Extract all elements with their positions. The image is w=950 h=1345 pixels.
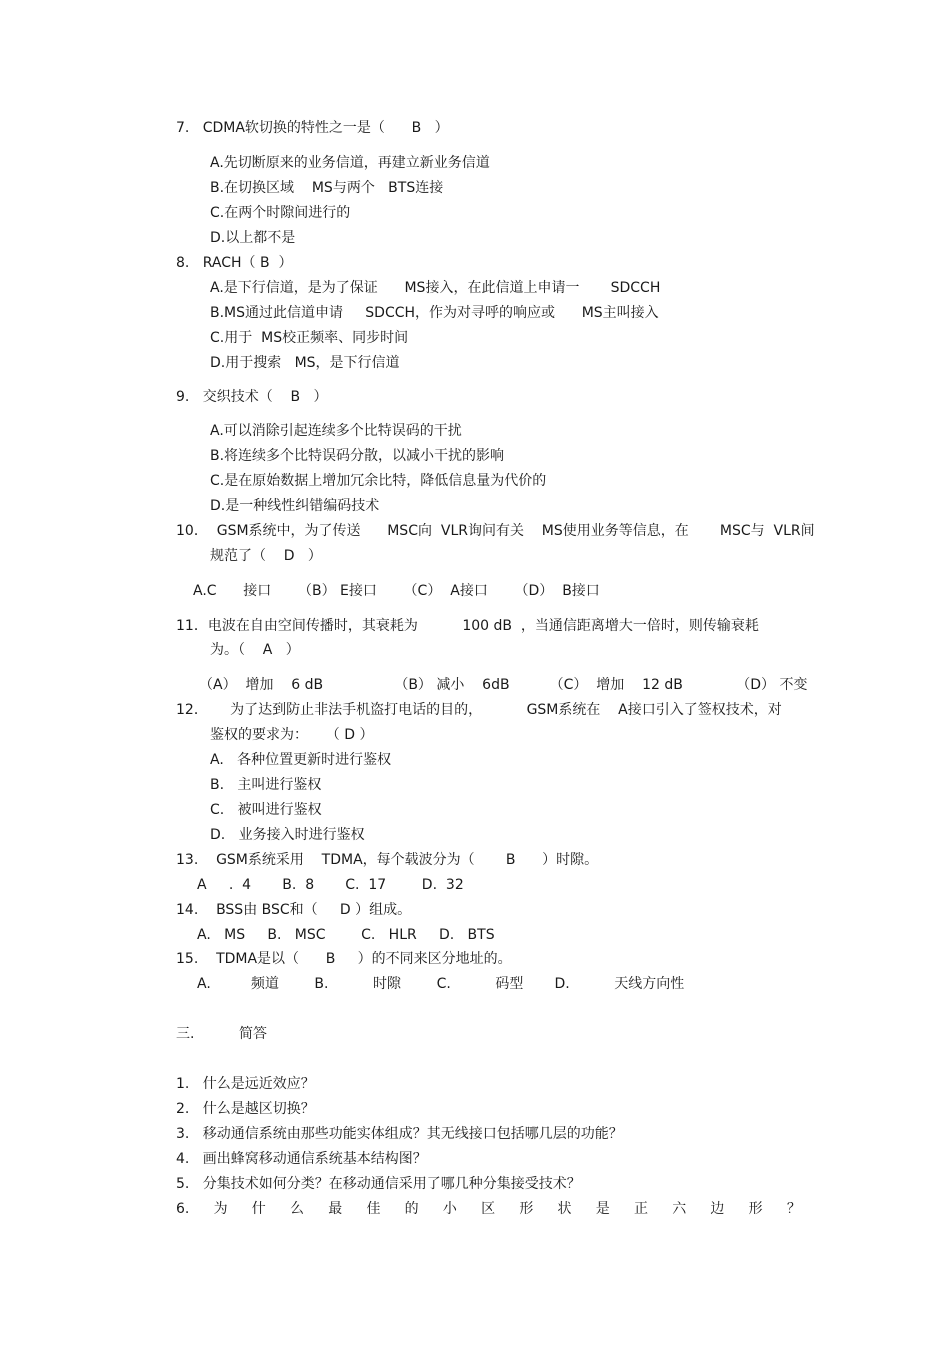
question-13-stem: 13. GSM系统采用 TDMA，每个载波分为（ B ）时隙。 [176,852,599,868]
question-14-options: A. MS B. MSC C. HLR D. BTS [197,927,495,943]
question-9-stem: 9. 交织技术（ B ） [176,389,328,405]
question-9-option-a: A.可以消除引起连续多个比特误码的干扰 [210,423,462,439]
short-answer-6-char: ？ [786,1201,801,1217]
short-answer-6-char: 佳 [366,1201,381,1217]
question-7-option-d: D.以上都不是 [210,230,296,246]
question-7-option-a: A.先切断原来的业务信道，再建立新业务信道 [210,155,490,171]
question-12-stem-line2: 鉴权的要求为： （ D ） [210,727,374,743]
question-15-stem: 15. TDMA是以（ B ）的不同来区分地址的。 [176,951,512,967]
question-8-option-d: D.用于搜索 MS，是下行信道 [210,355,400,371]
short-answer-3: 3. 移动通信系统由那些功能实体组成？其无线接口包括哪几层的功能？ [176,1126,623,1142]
question-8-option-a: A.是下行信道，是为了保证 MS接入，在此信道上申请一 SDCCH [210,280,661,296]
question-9-option-d: D.是一种线性纠错编码技术 [210,498,380,514]
question-12-option-a: A. 各种位置更新时进行鉴权 [210,752,392,768]
question-15-options: A. 频道 B. 时隙 C. 码型 D. 天线方向性 [197,976,685,992]
question-8-option-b: B.MS通过此信道申请 SDCCH，作为对寻呼的响应或 MS主叫接入 [210,305,659,321]
question-12-stem-line1: 12． 为了达到防止非法手机盗打电话的目的， GSM系统在 A接口引入了签权技术，对 [176,702,782,718]
short-answer-6-char: 的 [404,1201,419,1217]
question-11-stem-line1: 11．电波在自由空间传播时，其衰耗为 100 dB ，当通信距离增大一倍时，则传输衰耗 [176,618,759,634]
short-answer-6-char: 正 [633,1201,648,1217]
question-11-options: （A） 增加 6 dB （B） 减小 6dB （C） 增加 12 dB （D） 不变 [199,677,808,693]
short-answer-6-char: 最 [328,1201,343,1217]
short-answer-5: 5. 分集技术如何分类？在移动通信采用了哪几种分集接受技术？ [176,1176,581,1192]
question-13-options: A . 4 B. 8 C. 17 D. 32 [197,877,464,893]
short-answer-6-char: 区 [481,1201,496,1217]
question-8-stem: 8. RACH（ B ） [176,255,293,271]
question-8-option-c: C.用于 MS校正频率、同步时间 [210,330,409,346]
question-7-option-b: B.在切换区域 MS与两个 BTS连接 [210,180,444,196]
short-answer-4: 4. 画出蜂窝移动通信系统基本结构图？ [176,1151,427,1167]
question-10-stem-line2: 规范了（ D ） [210,548,322,564]
question-10-options: A.C 接口 （B） E接口 （C） A接口 （D） B接口 [193,583,600,599]
short-answer-6-char: 什 [251,1201,266,1217]
short-answer-6 [176,1200,801,1218]
short-answer-6-char: 么 [290,1201,305,1217]
short-answer-6-char: 六 [672,1201,687,1217]
question-14-stem: 14. BSS由 BSC和（ D ）组成。 [176,902,412,918]
section-3-heading: 三. 简答 [176,1026,267,1042]
question-9-option-b: B.将连续多个比特误码分散，以减小干扰的影响 [210,448,505,464]
question-12-option-c: C. 被叫进行鉴权 [210,802,322,818]
short-answer-6-char: 小 [442,1201,457,1217]
short-answer-6-char: 6. [176,1201,190,1217]
short-answer-6-char: 是 [595,1201,610,1217]
question-12-option-d: D. 业务接入时进行鉴权 [210,827,365,843]
short-answer-2: 2. 什么是越区切换？ [176,1101,315,1117]
short-answer-6-char: 边 [710,1201,725,1217]
question-10-stem-line1: 10． GSM系统中，为了传送 MSC向 VLR询问有关 MS使用业务等信息，在 MSC与 VLR间 [176,523,815,539]
question-7-option-c: C.在两个时隙间进行的 [210,205,351,221]
short-answer-1: 1. 什么是远近效应？ [176,1076,315,1092]
short-answer-6-char: 形 [748,1201,763,1217]
question-12-option-b: B. 主叫进行鉴权 [210,777,322,793]
question-7-stem: 7. CDMA软切换的特性之一是（ B ） [176,120,449,136]
question-11-stem-line2: 为。（ A ） [210,642,300,658]
question-9-option-c: C.是在原始数据上增加冗余比特，降低信息量为代价的 [210,473,547,489]
short-answer-6-char: 状 [557,1201,572,1217]
short-answer-6-char: 形 [519,1201,534,1217]
short-answer-6-char: 为 [213,1201,228,1217]
